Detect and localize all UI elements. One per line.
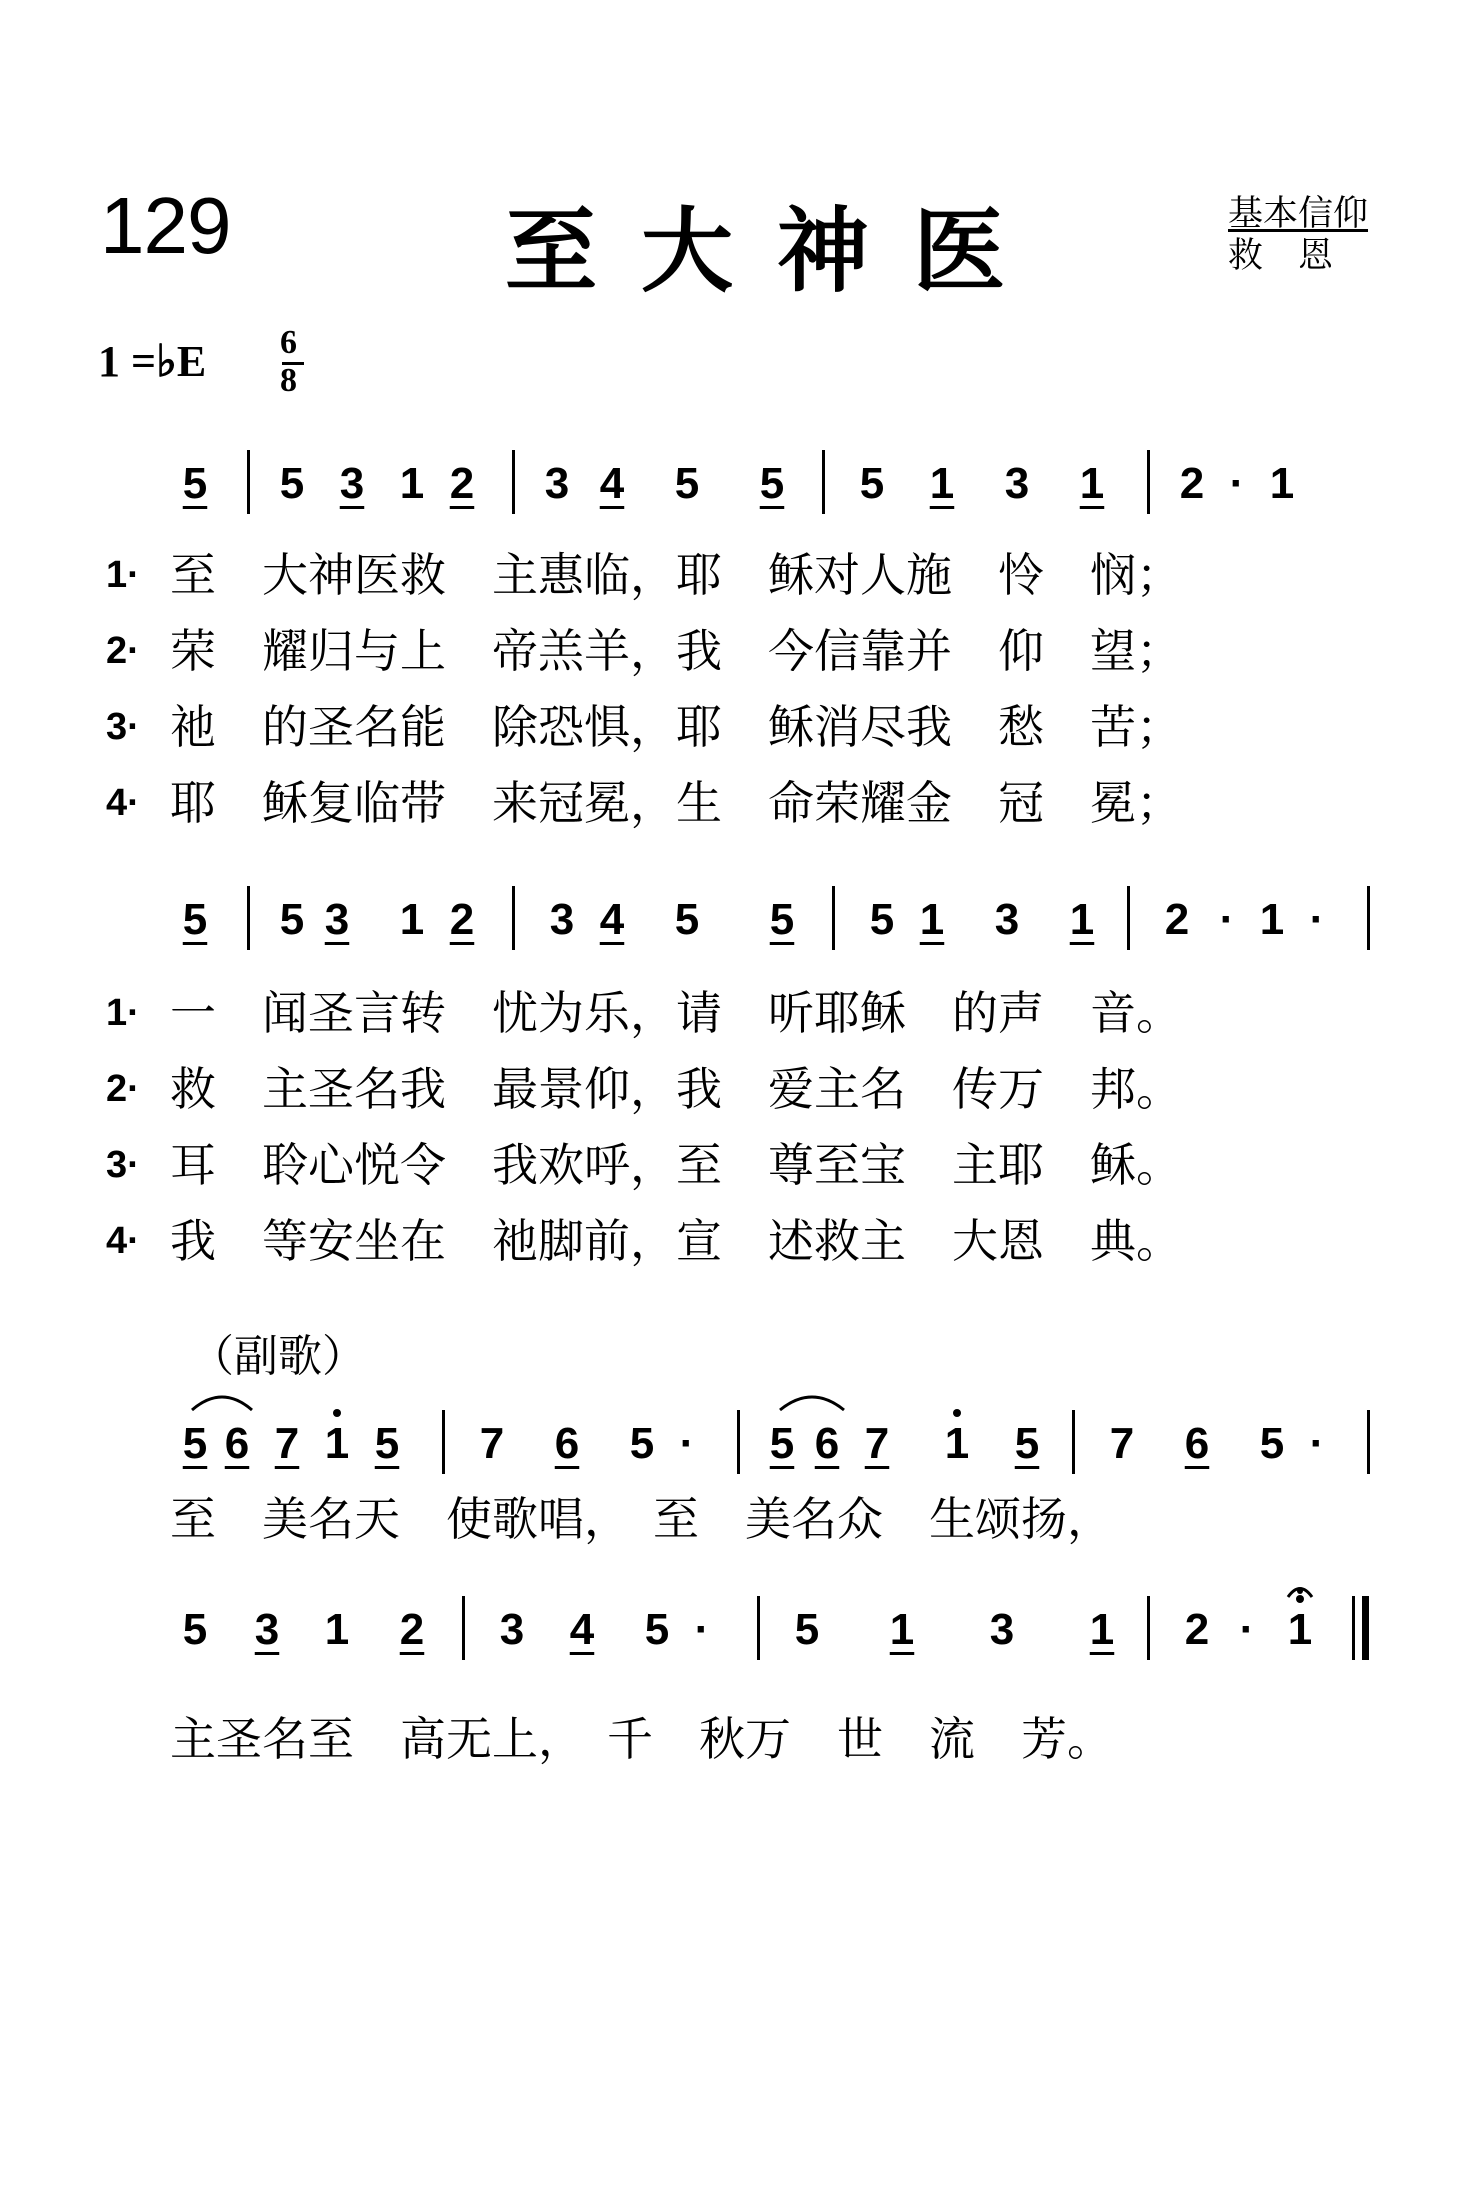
note: 3: [324, 895, 350, 944]
note: 3: [499, 1605, 525, 1654]
augmentation-dot: ·: [694, 1605, 710, 1654]
note: 2: [1179, 459, 1205, 508]
note: 1: [919, 895, 945, 944]
high-octave-dot: [333, 1409, 341, 1417]
verse-number: 2·: [106, 630, 140, 672]
augmentation-dot: ·: [1309, 1419, 1325, 1468]
verse-number: 1·: [106, 554, 140, 596]
note: 5: [674, 895, 700, 944]
note: 5: [1014, 1419, 1040, 1468]
note: 7: [864, 1419, 890, 1468]
final-barline-thin: [1352, 1596, 1355, 1660]
note: 5: [769, 895, 795, 944]
key-signature: 1 =♭E: [98, 337, 207, 386]
slur: [780, 1397, 844, 1410]
note-high: 1: [944, 1419, 970, 1468]
augmentation-dot: ·: [679, 1419, 695, 1468]
note: 5: [869, 895, 895, 944]
note: 1: [1259, 895, 1285, 944]
note: 5: [759, 459, 785, 508]
note: 5: [644, 1605, 670, 1654]
verse-number: 3·: [106, 706, 140, 748]
time-signature-top: 6: [280, 324, 297, 361]
lyric-line: 荣 耀归与上 帝羔羊，我 今信靠并 仰 望；: [170, 624, 1182, 678]
note: 2: [1164, 895, 1190, 944]
lyric-line: 耶 稣复临带 来冠冕，生 命荣耀金 冠 冕；: [170, 776, 1182, 830]
note: 1: [1079, 459, 1105, 508]
note: 5: [674, 459, 700, 508]
barline: [1072, 1410, 1075, 1474]
note: 6: [554, 1419, 580, 1468]
note: 2: [449, 459, 475, 508]
note: 1: [1089, 1605, 1115, 1654]
barline: [737, 1410, 740, 1474]
lyric-line: 主圣名至 高无上， 千 秋万 世 流 芳。: [170, 1712, 1113, 1766]
note: 5: [794, 1605, 820, 1654]
augmentation-dot: ·: [1229, 459, 1245, 508]
note-high: 1: [1287, 1605, 1313, 1654]
augmentation-dot: ·: [1309, 895, 1325, 944]
lyric-line: 救 主圣名我 最景仰，我 爱主名 传万 邦。: [170, 1062, 1182, 1116]
lyric-line: 至 大神医救 主惠临，耶 稣对人施 怜 悯；: [170, 548, 1182, 602]
note: 3: [994, 895, 1020, 944]
note: 2: [1184, 1605, 1210, 1654]
note-high: 1: [324, 1419, 350, 1468]
lyric-line: 耳 聆心悦令 我欢呼，至 尊至宝 主耶 稣。: [170, 1138, 1182, 1192]
category-sub: 救 恩: [1228, 236, 1334, 276]
note: 3: [989, 1605, 1015, 1654]
note: 5: [279, 895, 305, 944]
verse-number: 2·: [106, 1068, 140, 1110]
chorus-label: （副歌）: [190, 1331, 366, 1382]
note: 5: [182, 895, 208, 944]
lyric-line: 至 美名天 使歌唱， 至 美名众 生颂扬，: [170, 1492, 1113, 1546]
lyric-line: 祂 的圣名能 除恐惧，耶 稣消尽我 愁 苦；: [170, 700, 1182, 754]
hymn-title: 至大神医: [505, 198, 1050, 305]
final-barline-thick: [1362, 1596, 1369, 1660]
note: 5: [859, 459, 885, 508]
barline: [462, 1596, 465, 1660]
note: 1: [1269, 459, 1295, 508]
note: 5: [279, 459, 305, 508]
note: 5: [182, 459, 208, 508]
note: 7: [274, 1419, 300, 1468]
note: 4: [569, 1605, 595, 1654]
high-octave-dot: [953, 1409, 961, 1417]
verse-number: 4·: [106, 782, 140, 824]
high-octave-dot: [1296, 1595, 1304, 1603]
category-main: 基本信仰: [1228, 194, 1369, 234]
note: 1: [324, 1605, 350, 1654]
note: 4: [599, 459, 625, 508]
note: 5: [182, 1605, 208, 1654]
barline: [1147, 1596, 1150, 1660]
note: 7: [479, 1419, 505, 1468]
note: 5: [374, 1419, 400, 1468]
note: 3: [549, 895, 575, 944]
note: 4: [599, 895, 625, 944]
note: 2: [399, 1605, 425, 1654]
fermata-dot: [1297, 1588, 1303, 1594]
note: 1: [889, 1605, 915, 1654]
augmentation-dot: ·: [1239, 1605, 1255, 1654]
note: 5: [629, 1419, 655, 1468]
lyric-line: 我 等安坐在 祂脚前，宣 述救主 大恩 典。: [170, 1214, 1182, 1268]
note: 2: [449, 895, 475, 944]
note: 5: [769, 1419, 795, 1468]
note: 5: [182, 1419, 208, 1468]
note: 6: [224, 1419, 250, 1468]
note: 3: [1004, 459, 1030, 508]
note: 6: [814, 1419, 840, 1468]
note: 3: [544, 459, 570, 508]
note: 1: [1069, 895, 1095, 944]
slur: [192, 1397, 252, 1410]
augmentation-dot: ·: [1219, 895, 1235, 944]
note: 6: [1184, 1419, 1210, 1468]
note: 1: [929, 459, 955, 508]
note: 3: [339, 459, 365, 508]
note: 3: [254, 1605, 280, 1654]
note: 7: [1109, 1419, 1135, 1468]
note: 1: [399, 895, 425, 944]
time-signature-bottom: 8: [280, 362, 297, 399]
note: 1: [399, 459, 425, 508]
lyric-line: 一 闻圣言转 忧为乐，请 听耶稣 的声 音。: [170, 986, 1182, 1040]
barline: [757, 1596, 760, 1660]
verse-number: 1·: [106, 992, 140, 1034]
note: 5: [1259, 1419, 1285, 1468]
verse-number: 4·: [106, 1220, 140, 1262]
hymn-number: 129: [100, 181, 231, 270]
barline: [1367, 1410, 1370, 1474]
verse-number: 3·: [106, 1144, 140, 1186]
barline: [442, 1410, 445, 1474]
